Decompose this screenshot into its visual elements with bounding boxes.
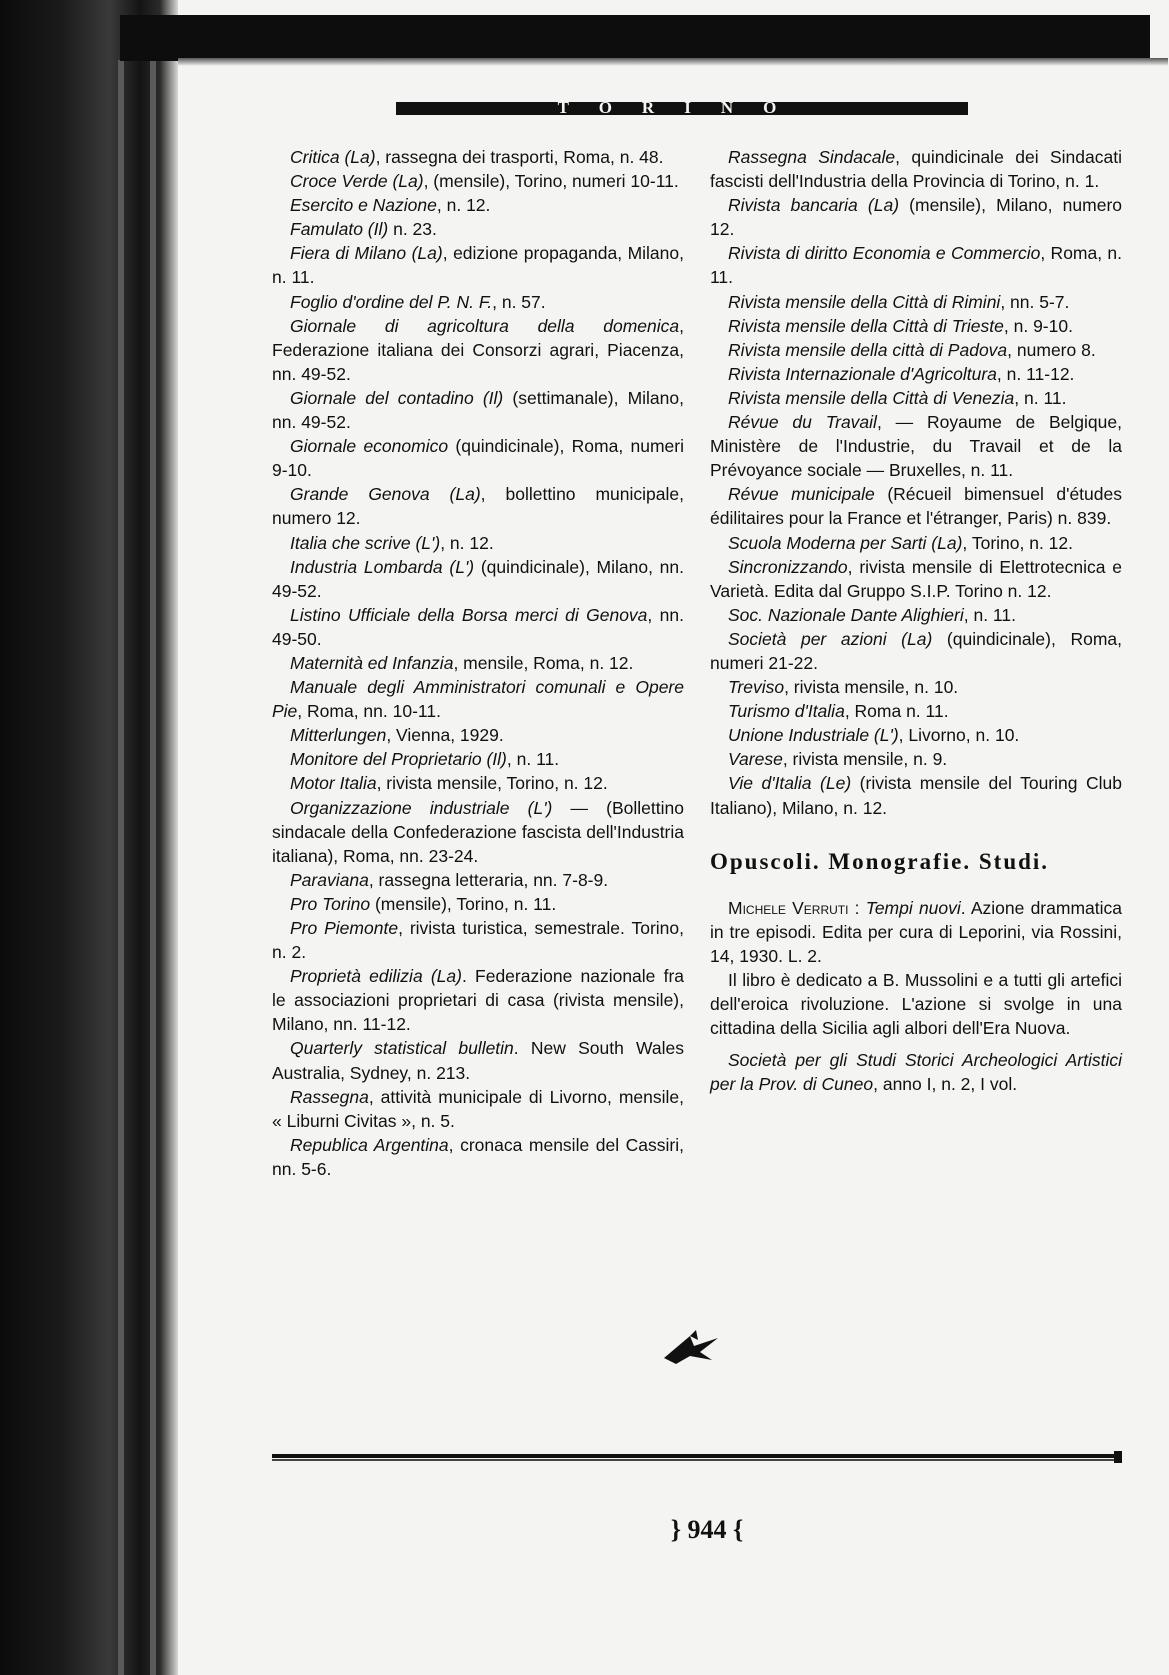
- periodical-title: Croce Verde (La): [290, 171, 424, 192]
- periodical-title: Manuale degli Amministratori comunali e Opere Pie: [272, 677, 684, 722]
- list-item: [272, 555, 684, 603]
- periodical-details: (settimanale), Milano, nn. 49-52.: [272, 387, 684, 433]
- list-item: [710, 723, 1122, 747]
- page-number: [662, 1515, 752, 1545]
- periodical-title: Rivista mensile della Città di Trieste: [728, 315, 1004, 336]
- list-item: [710, 603, 1122, 627]
- periodical-title: Proprietà edilizia (La): [290, 966, 462, 987]
- periodical-title: Rivista mensile della Città di Venezia: [728, 387, 1015, 408]
- list-item: [710, 771, 1122, 819]
- periodical-details: , cronaca mensile del Cassiri, nn. 5-6.: [272, 1134, 685, 1179]
- list-item: [710, 145, 1122, 193]
- periodical-title: Rivista di diritto Economia e Commercio: [728, 243, 1041, 264]
- periodical-title: Quarterly statistical bulletin: [290, 1038, 514, 1059]
- book-separator: :: [848, 897, 866, 918]
- periodical-title: Organizzazione industriale (L'): [290, 797, 553, 818]
- list-item: [272, 386, 684, 434]
- periodical-details: , n. 57.: [492, 291, 546, 312]
- periodical-title: Listino Ufficiale della Borsa merci di Genova: [290, 604, 648, 625]
- periodical-title: Unione Industriale (L'): [728, 725, 899, 746]
- periodical-details: , Roma, nn. 10-11.: [297, 701, 441, 722]
- periodical-details: , rassegna letteraria, nn. 7-8-9.: [368, 869, 609, 890]
- periodical-title: Pro Piemonte: [290, 918, 399, 938]
- periodical-title: Paraviana: [290, 869, 369, 890]
- periodical-details: (mensile), Torino, n. 11.: [370, 893, 557, 914]
- list-item: [710, 482, 1122, 530]
- periodical-details: , nn. 49-50.: [272, 604, 684, 649]
- list-item: [272, 482, 684, 530]
- list-item: [272, 868, 684, 892]
- periodical-title: Soc. Nazionale Dante Alighieri: [728, 604, 964, 625]
- periodical-details: , quindicinale dei Sindacati fascisti dell'Industria della Provincia di Torino, n. 1.: [710, 147, 1122, 192]
- list-item: [710, 410, 1122, 482]
- left-column: [272, 145, 684, 1181]
- scan-page-edge: [0, 0, 178, 1675]
- list-item: [710, 531, 1122, 555]
- periodical-details: (Récueil bimensuel d'études édilitaires pour la France et l'étranger, Paris) n. 839.: [710, 484, 1122, 529]
- book-dedication: Il libro è dedicato a B. Mussolini e a tutti gli artefici dell'eroica rivoluzione. L'azione si svolge in una cittadina della Sicilia agli albori dell'Era Nuova.: [710, 970, 1122, 1039]
- list-item: [272, 290, 684, 314]
- list-item: [710, 555, 1122, 603]
- periodical-details: , n. 11-12.: [996, 363, 1075, 384]
- periodical-details: , rivista mensile, Torino, n. 12.: [376, 773, 608, 794]
- periodical-details: , n. 11.: [1014, 387, 1067, 408]
- list-item: [272, 796, 684, 868]
- list-item: [272, 651, 684, 675]
- periodical-details: , — Royaume de Belgique, Ministère de l'Industrie, du Travail et de la Prévoyance sociale — Bruxelles, n. 11.: [710, 412, 1122, 481]
- periodical-title: Motor Italia: [290, 773, 377, 794]
- list-item: [272, 747, 684, 771]
- periodical-details: n. 23.: [388, 219, 437, 240]
- periodical-title: Sincronizzando: [728, 556, 848, 577]
- list-item: [272, 916, 684, 964]
- running-header-bar: [396, 97, 968, 117]
- periodical-details: , Federazione italiana dei Consorzi agrari, Piacenza, nn. 49-52.: [272, 315, 684, 384]
- periodical-title: Critica (La): [290, 147, 376, 167]
- list-item: [272, 241, 684, 289]
- periodical-details: (rivista mensile del Touring Club Italiano), Milano, n. 12.: [710, 773, 1122, 818]
- list-item: [272, 145, 684, 169]
- periodical-details: (mensile), Milano, numero 12.: [710, 195, 1123, 240]
- periodical-details: , n. 11.: [963, 604, 1016, 625]
- right-column: [710, 145, 1122, 1096]
- list-item: [272, 169, 684, 193]
- periodical-title: Fiera di Milano (La): [290, 243, 443, 264]
- list-item: [272, 314, 684, 386]
- periodical-title: Giornale di agricoltura della domenica: [290, 315, 680, 336]
- folio-bracket-left: }: [670, 1515, 688, 1544]
- periodical-title: Maternità ed Infanzia: [290, 652, 454, 673]
- list-item: [710, 193, 1122, 241]
- book-title: Tempi nuovi: [865, 897, 961, 918]
- scan-top-shadow: [178, 58, 1168, 66]
- periodical-title: Rivista Internazionale d'Agricoltura: [728, 363, 997, 384]
- periodical-details: , nn. 5-7.: [1000, 291, 1070, 312]
- periodical-title: Rassegna: [290, 1086, 369, 1107]
- periodical-details: , rivista mensile, n. 10.: [784, 677, 959, 698]
- periodical-details: , rivista mensile, n. 9.: [782, 749, 948, 770]
- periodical-title: Rivista bancaria (La): [728, 195, 900, 216]
- list-item: [710, 627, 1122, 675]
- list-item: [272, 1036, 684, 1084]
- list-item: [272, 723, 684, 747]
- final-entry-title: Società per gli Studi Storici Archeologici Artistici per la Prov. di Cuneo: [710, 1050, 1122, 1095]
- periodical-title: Pro Torino: [290, 893, 371, 914]
- final-entry: [710, 1048, 1122, 1096]
- book-entry: [710, 896, 1122, 968]
- periodical-details: , (mensile), Torino, numeri 10-11.: [423, 171, 679, 192]
- list-item: [710, 675, 1122, 699]
- running-header-title: TORINO: [557, 97, 807, 117]
- periodical-title: Esercito e Nazione: [290, 195, 437, 216]
- list-item: [272, 771, 684, 795]
- list-item: [710, 699, 1122, 723]
- list-item: [272, 603, 684, 651]
- periodical-title: Monitore del Proprietario (Il): [290, 749, 507, 770]
- page-number-value: 944: [687, 1515, 727, 1544]
- periodical-title: Rivista mensile della città di Padova: [728, 339, 1008, 360]
- list-item: [272, 964, 684, 1036]
- periodical-title: Republica Argentina: [290, 1134, 449, 1155]
- list-item: [710, 338, 1122, 362]
- list-item: [272, 217, 684, 241]
- periodical-details: (quindicinale), Roma, numeri 9-10.: [272, 436, 684, 481]
- periodical-details: . Federazione nazionale fra le associazioni proprietari di casa (rivista mensile), Milano, nn. 11-12.: [272, 966, 684, 1035]
- periodical-title: Scuola Moderna per Sarti (La): [728, 532, 963, 553]
- periodical-title: Società per azioni (La): [728, 628, 933, 649]
- periodical-details: . New South Wales Australia, Sydney, n. 213.: [272, 1038, 684, 1083]
- folio-bracket-right: {: [726, 1515, 744, 1544]
- right-column-entries: [710, 145, 1122, 820]
- periodical-details: , n. 12.: [440, 532, 494, 553]
- ornament-icon: [660, 1328, 724, 1368]
- periodical-title: Vie d'Italia (Le): [728, 773, 852, 794]
- periodical-details: — (Bollettino sindacale della Confederazione fascista dell'Industria italiana), Roma, nn. 23-24.: [272, 797, 684, 866]
- periodical-details: , rivista mensile di Elettrotecnica e Varietà. Edita dal Gruppo S.I.P. Torino n. 12.: [710, 556, 1122, 601]
- book-details: . Azione drammatica in tre episodi. Edita per cura di Leporini, via Rossini, 14, 1930. L. 2.: [710, 897, 1122, 966]
- running-header: [396, 97, 968, 117]
- periodical-title: Rivista mensile della Città di Rimini: [728, 291, 1001, 312]
- periodical-title: Mitterlungen: [290, 725, 387, 746]
- periodical-details: , Roma n. 11.: [844, 701, 949, 722]
- periodical-details: , n. 11.: [506, 749, 560, 770]
- scan-top-band: [120, 15, 1150, 61]
- periodical-title: Famulato (Il): [290, 219, 389, 240]
- periodical-title: Italia che scrive (L'): [290, 532, 441, 553]
- list-item: [710, 241, 1122, 289]
- list-item: [710, 314, 1122, 338]
- periodical-details: , Livorno, n. 10.: [898, 725, 1020, 746]
- book-author: Michele Verruti: [728, 897, 849, 918]
- periodical-title: Turismo d'Italia: [728, 701, 845, 722]
- section-heading: Opuscoli. Monografie. Studi.: [710, 848, 1050, 874]
- periodical-title: Foglio d'ordine del P. N. F.: [290, 291, 493, 312]
- list-item: [710, 386, 1122, 410]
- periodical-details: , edizione propaganda, Milano, n. 11.: [272, 243, 684, 288]
- final-entry-rest: , anno I, n. 2, I vol.: [873, 1074, 1018, 1095]
- list-item: [272, 892, 684, 916]
- periodical-title: Industria Lombarda (L'): [290, 556, 475, 577]
- periodical-details: , rassegna dei trasporti, Roma, n. 48.: [375, 147, 664, 167]
- list-item: [710, 362, 1122, 386]
- periodical-details: , Torino, n. 12.: [962, 532, 1074, 553]
- list-item: [710, 290, 1122, 314]
- list-item: [272, 434, 684, 482]
- periodical-details: (quindicinale), Milano, nn. 49-52.: [272, 556, 685, 601]
- periodical-details: , Roma, n. 11.: [710, 243, 1122, 288]
- bottom-rule: [272, 1451, 1122, 1463]
- list-item: [272, 1085, 684, 1133]
- list-item: [272, 675, 684, 723]
- periodical-details: , numero 8.: [1007, 339, 1096, 360]
- periodical-title: Giornale del contadino (Il): [290, 387, 504, 408]
- periodical-title: Rassegna Sindacale: [728, 147, 896, 167]
- periodical-details: , mensile, Roma, n. 12.: [453, 652, 634, 673]
- list-item: [710, 747, 1122, 771]
- list-item: [272, 531, 684, 555]
- periodical-details: , attività municipale di Livorno, mensile, « Liburni Civitas », n. 5.: [272, 1086, 684, 1131]
- periodical-title: Révue municipale: [728, 484, 875, 505]
- periodical-details: , rivista turistica, semestrale. Torino, n. 2.: [272, 918, 684, 963]
- periodical-details: (quindicinale), Roma, numeri 21-22.: [710, 628, 1122, 673]
- periodical-title: Giornale economico: [290, 436, 449, 457]
- periodical-title: Varese: [728, 749, 783, 770]
- periodical-title: Grande Genova (La): [290, 484, 481, 505]
- list-item: [272, 193, 684, 217]
- periodical-details: , Vienna, 1929.: [386, 725, 504, 746]
- periodical-title: Révue du Travail: [728, 412, 877, 433]
- periodical-details: , n. 9-10.: [1003, 315, 1073, 336]
- list-item: [272, 1133, 684, 1181]
- periodical-details: , n. 12.: [436, 195, 491, 216]
- periodical-title: Treviso: [728, 677, 785, 698]
- periodical-details: , bollettino municipale, numero 12.: [272, 484, 684, 529]
